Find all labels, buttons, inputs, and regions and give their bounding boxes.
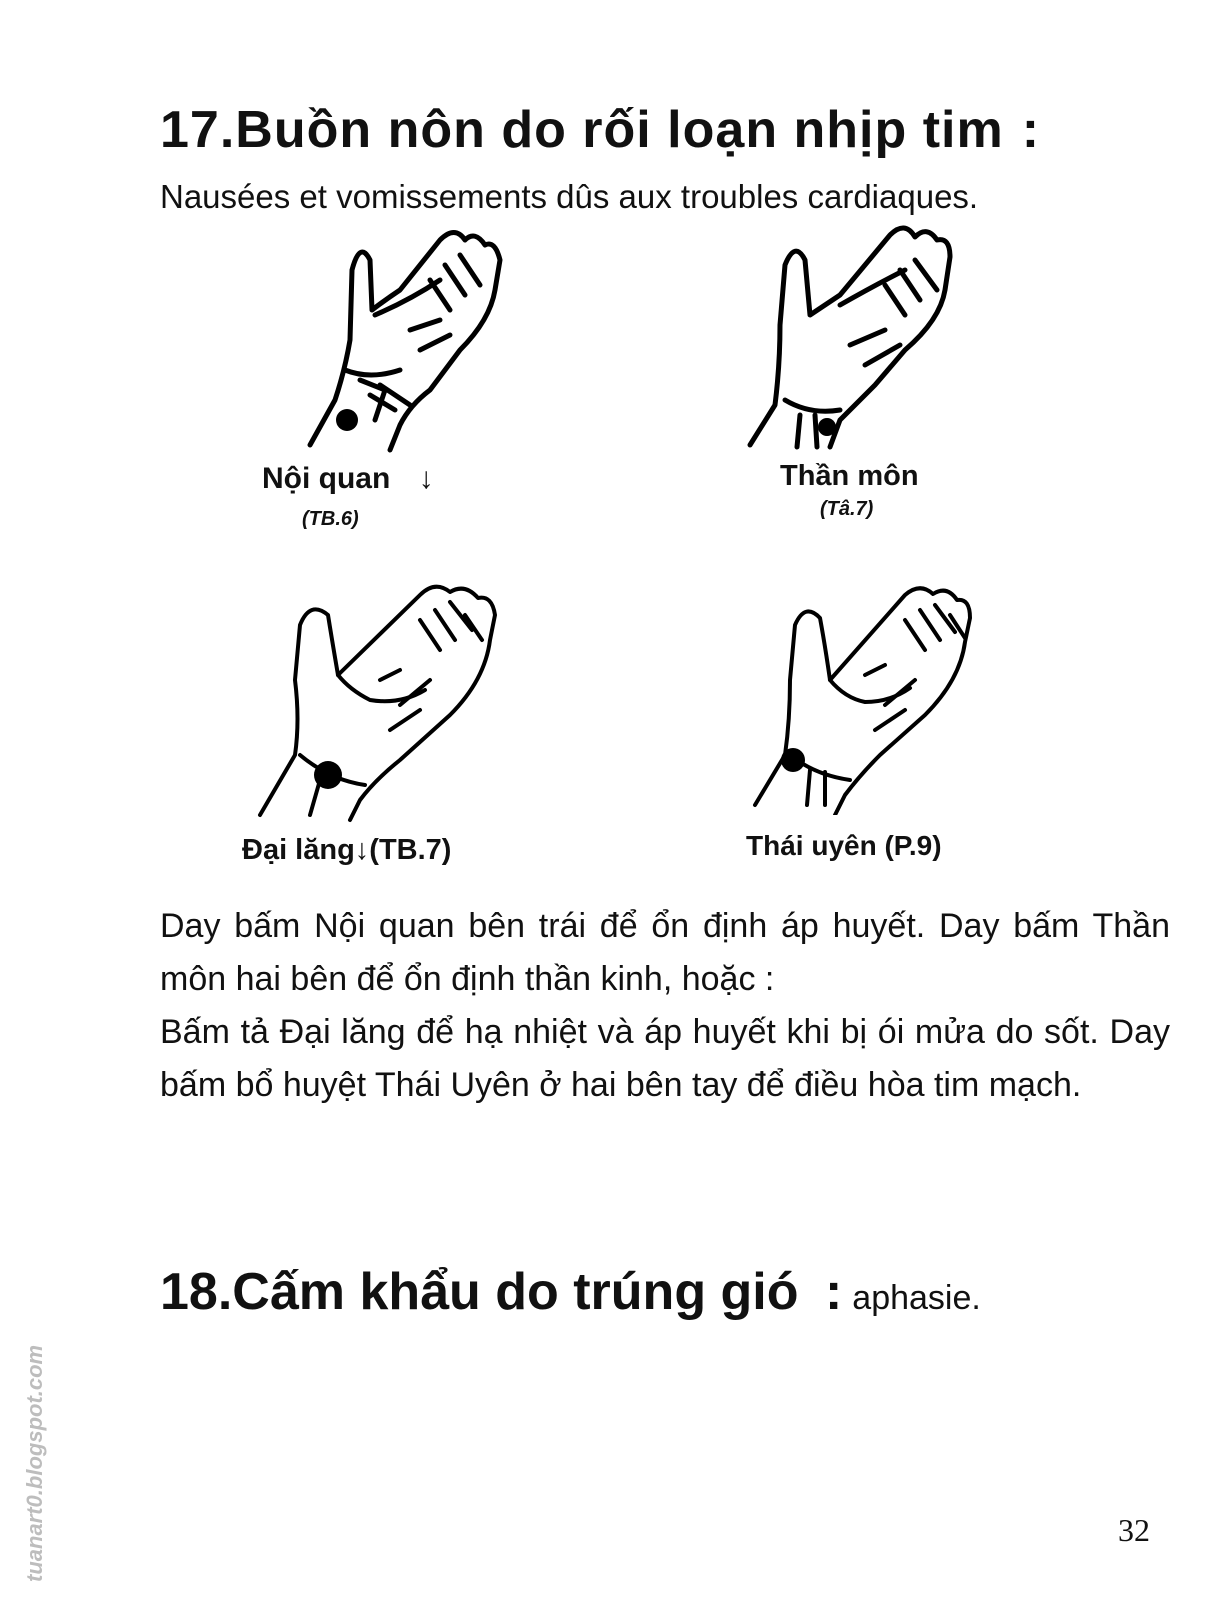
hand-icon <box>745 215 975 455</box>
acupoint-marker <box>336 409 358 431</box>
figure-label-than-mon: Thần môn <box>780 460 919 492</box>
heading-colon: : <box>1021 101 1041 159</box>
section-title: 18.Cấm khẩu do trúng gió <box>160 1263 799 1321</box>
figure-label-noi-quan <box>262 462 434 496</box>
heading-colon: : <box>824 1263 843 1321</box>
down-arrow-icon: ↓ <box>418 462 434 495</box>
acupoint-code: (TB.6) <box>302 508 359 530</box>
figure-label-dai-lang: Đại lăng↓(TB.7) <box>242 834 452 866</box>
acupoint-marker <box>314 761 342 789</box>
hand-icon <box>290 220 520 460</box>
figure-label-thai-uyen: Thái uyên (P.9) <box>746 830 942 861</box>
hand-illustration-noi-quan <box>290 220 520 460</box>
hand-illustration-dai-lang <box>250 580 510 825</box>
instruction-paragraph <box>160 900 1170 1112</box>
watermark <box>16 1262 52 1582</box>
acupoint-name: Nội quan <box>262 462 391 495</box>
section-heading-17 <box>160 100 1170 160</box>
section-title: 17.Buồn nôn do rối loạn nhịp tim <box>160 101 1004 159</box>
acupoint-marker <box>781 748 805 772</box>
watermark-text: tuanart0.blogspot.com <box>22 1344 47 1582</box>
paragraph-line: Day bấm Nội quan bên trái để ổn định áp huyết. Day bấm Thần môn hai bên để ổn định thần kinh, hoặc : <box>160 907 1170 998</box>
hand-icon <box>745 580 975 815</box>
section-heading-18 <box>160 1262 981 1322</box>
hand-icon <box>250 580 510 825</box>
hand-illustration-thai-uyen <box>745 580 975 815</box>
paragraph-line: Bấm tả Đại lăng để hạ nhiệt và áp huyết khi bị ói mửa do sốt. Day bấm bổ huyệt Thái Uyên ở hai bên tay để điều hòa tim mạch. <box>160 1013 1170 1104</box>
acupoint-code: (Tâ.7) <box>820 498 874 520</box>
page-number: 32 <box>1118 1512 1150 1548</box>
section-subtitle-french: aphasie. <box>852 1279 981 1317</box>
hand-illustration-than-mon <box>745 215 975 455</box>
section-subtitle-french: Nausées et vomissements dûs aux troubles cardiaques. <box>160 178 979 215</box>
acupoint-marker <box>818 418 836 436</box>
